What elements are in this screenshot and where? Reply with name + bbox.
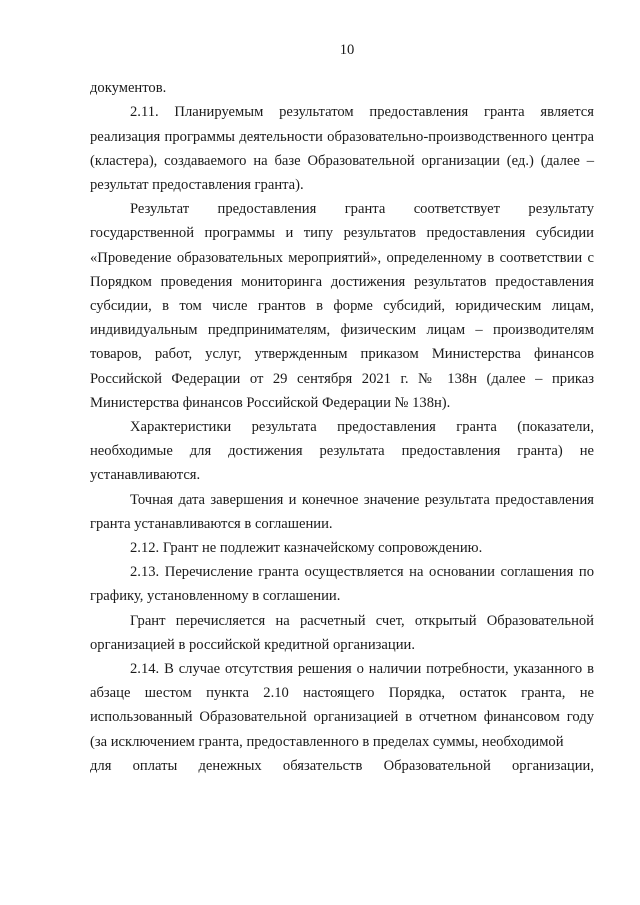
paragraph-2-11: 2.11. Планируемым результатом предоставления гранта является реализация программы деятельности образовательно-производственного центра (кластера), создаваемого на базе Образовательной организации (ед.) (далее – результат предоставления гранта). xyxy=(90,104,594,194)
paragraph-completion-date: Точная дата завершения и конечное значение результата предоставления гранта устанавливаются в соглашении. xyxy=(90,491,594,532)
paragraph-2-14-last-line: для оплаты денежных обязательств Образовательной организации, xyxy=(90,757,594,774)
document-body xyxy=(90,76,594,778)
paragraph-result-characteristics: Характеристики результата предоставления гранта (показатели, необходимые для достижения результата предоставления гранта) не устанавливаются. xyxy=(90,419,594,484)
paragraph-2-14: 2.14. В случае отсутствия решения о наличии потребности, указанного в абзаце шестом пункта 2.10 настоящего Порядка, остаток гранта, не использованный Образовательной организацией в отчетном финансовом году (за исключением гранта, предоставленного в пределах суммы, необходимой xyxy=(90,661,594,750)
paragraph-grant-transfer: Грант перечисляется на расчетный счет, открытый Образовательной организацией в российской кредитной организации. xyxy=(90,612,594,653)
paragraph-grant-result: Результат предоставления гранта соответствует результату государственной программы и типу результатов предоставления субсидии «Проведение образовательных мероприятий», определенному в соответствии с Порядком проведения мониторинга достижения результатов предоставления субсидии, в том числе грантов в форме субсидий, юридическим лицам, индивидуальным предпринимателям, физическим лицам – производителям товаров, работ, услуг, утвержденным приказом Министерства финансов Российской Федерации от 29 сентября 2021 г. № 138н (далее – приказ Министерства финансов Российской Федерации № 138н). xyxy=(90,201,594,411)
paragraph-2-13: 2.13. Перечисление гранта осуществляется на основании соглашения по графику, установленному в соглашении. xyxy=(90,564,594,605)
paragraph-continuation: документов. xyxy=(90,80,167,97)
paragraph-2-12: 2.12. Грант не подлежит казначейскому сопровождению. xyxy=(130,540,483,557)
page-number: 10 xyxy=(339,42,355,58)
